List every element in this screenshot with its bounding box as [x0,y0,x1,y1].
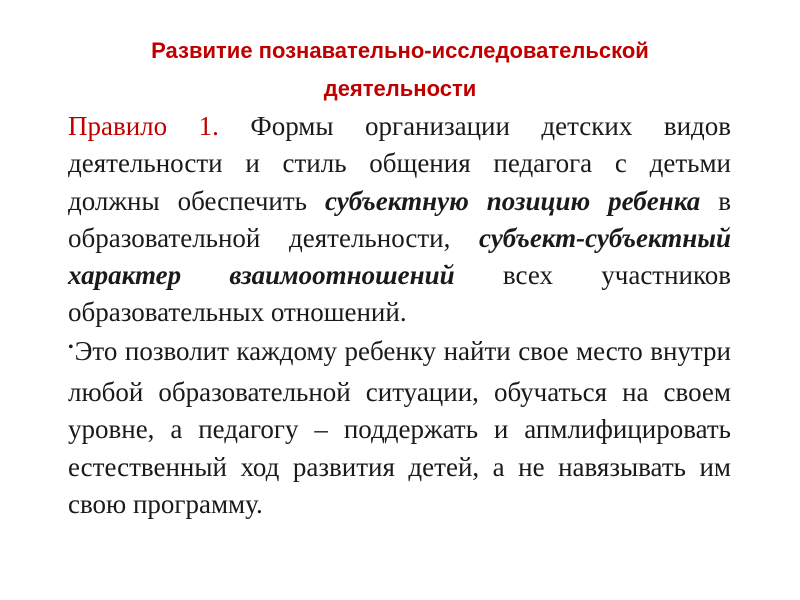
rule-text-b: в образовательной деятельности, [68,185,731,253]
bullet-icon: • [68,338,74,356]
slide-title-line-1: Развитие познавательно-исследовательской [151,38,649,63]
slide-title [60,32,740,108]
rule-label: Правило 1. [68,111,219,141]
slide-body [68,108,731,523]
rule-emphasis-subject-position: субъектную позицию ребенка [324,185,701,216]
bullet-text: Это позволит каждому ребенку найти свое место внутри любой образовательной ситуации, обучаться на своем уровне, а педагогу – поддержать и апмлифицировать естественный ход развития детей, а не навязывать им свою программу. [68,335,731,519]
rule-text-c: всех участников образовательных отношений. [68,260,731,328]
rule-text-a: Формы организации детских видов деятельности и стиль общения педагога с детьми должны обеспечить [68,111,732,216]
rule-paragraph [68,108,731,332]
bullet-paragraph [68,333,731,523]
rule-emphasis-subject-subject: субъект-субъектный характер взаимоотношений [68,222,731,291]
slide-title-line-2: деятельности [323,76,477,101]
